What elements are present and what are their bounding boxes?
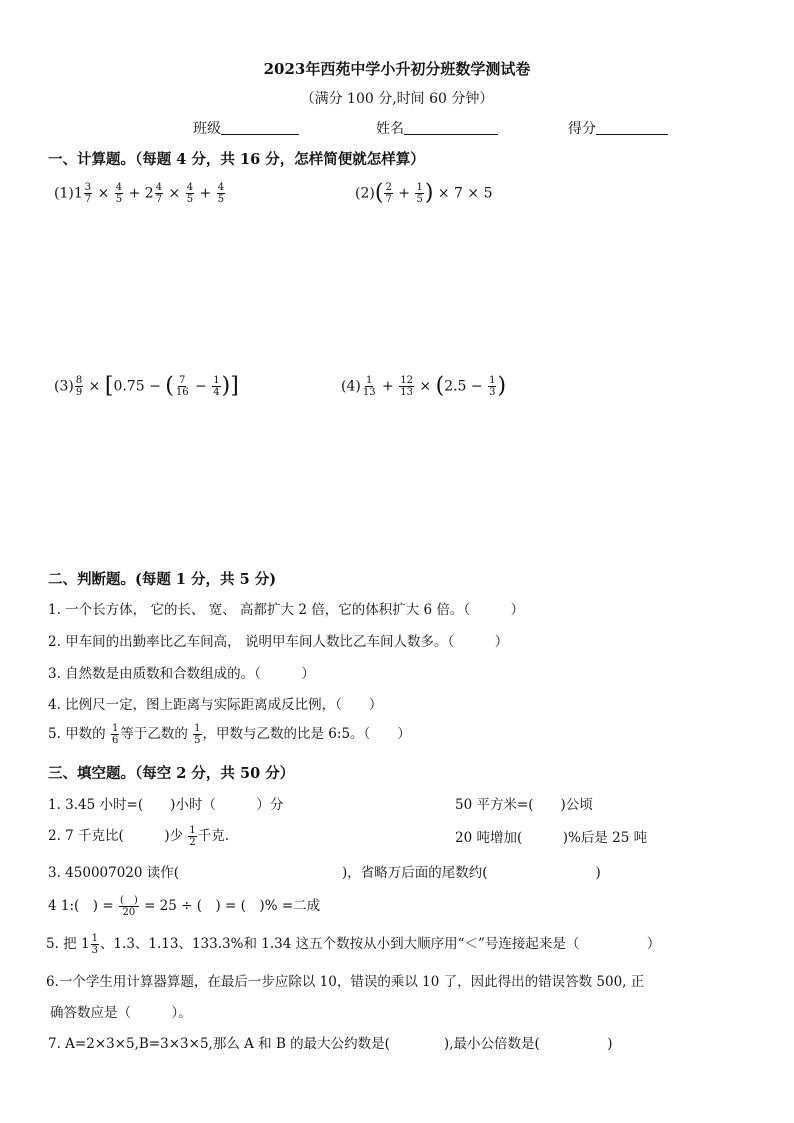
class-blank[interactable] <box>221 120 299 135</box>
judge-item-2: 2. 甲车间的出勤率比乙车间高， 说明甲车间人数比乙车间人数多。（ ） <box>48 634 509 650</box>
fill-q2-part-b: 千克. <box>197 828 230 844</box>
judge-item-5: 5. 甲数的 $\frac{1}{6}$ 等于乙数的 $\frac{1}{5}$ ，甲数与乙数的比是 6:5。（ ） <box>48 723 411 746</box>
section2-heading: 二、判断题。(每题 1 分，共 5 分) <box>48 571 277 588</box>
fill-q2-part-a: 2. 7 千克比( )少 <box>48 828 184 844</box>
fill-q4-part-a: 4 1:( ) = <box>48 898 114 914</box>
calc-q2: (2)( $\frac{2}{7}$ + $\frac{1}{5}$ ) × 7 × 5 <box>355 180 493 206</box>
fill-q1-left: 1. 3.45 小时=( )小时（ ）分 <box>48 797 284 813</box>
fill-q5: 5. 把 1 $\frac{1}{3}$ 、1.3、1.13、133.3%和 1.34 这五个数按从小到大顺序用“＜”号连接起来是（ ） <box>46 933 661 956</box>
fill-q2-right: 20 吨增加( )%后是 25 吨 <box>455 830 648 846</box>
judge-5-part-b: 等于乙数的 <box>120 726 188 742</box>
name-blank[interactable] <box>404 120 498 135</box>
page-title: 2023年西苑中学小升初分班数学测试卷 <box>263 60 531 78</box>
section3-heading: 三、填空题。（每空 2 分，共 50 分） <box>48 765 295 782</box>
calc-q3: (3) $\frac{8}{9}$ × [0.75 − ( $\frac{7}{16}$ − $\frac{1}{4}$ )] <box>54 373 239 399</box>
q4-decimal: 2.5 <box>444 378 467 395</box>
fill-q5-part-a: 5. 把 <box>46 936 77 952</box>
class-label: 班级 <box>193 121 221 137</box>
q3-decimal: 0.75 <box>113 378 145 395</box>
fill-q6-line2: 确答数应是（ ）。 <box>50 1005 192 1021</box>
q3-label: (3) <box>54 378 74 395</box>
fill-q4-part-b: = 25 ÷ ( ) = ( )% =二成 <box>144 898 321 914</box>
fill-q6-line1: 6.一个学生用计算器算题，在最后一步应除以 10，错误的乘以 10 了，因此得出的错误答数 500, 正 <box>46 974 645 990</box>
fill-q3-left: 3. 450007020 读作( <box>48 865 180 881</box>
q4-label: (4) <box>341 378 361 395</box>
fill-q1-right: 50 平方米=( )公顷 <box>455 797 593 813</box>
name-label: 姓名 <box>376 121 404 137</box>
q1-label: (1) <box>54 185 74 202</box>
page-subtitle: （满分 100 分,时间 60 分钟） <box>300 91 494 107</box>
judge-5-part-c: ，甲数与乙数的比是 6:5。（ ） <box>202 726 411 742</box>
section1-heading: 一、计算题。（每题 4 分，共 16 分，怎样简便就怎样算） <box>48 151 425 168</box>
score-blank[interactable] <box>596 120 668 135</box>
judge-item-1: 1. 一个长方体， 它的长、 宽、 高都扩大 2 倍，它的体积扩大 6 倍。（ ） <box>48 602 525 618</box>
fill-q7: 7. A=2×3×5,B=3×3×5,那么 A 和 B 的最大公约数是( ),最小公倍数是( ) <box>48 1036 613 1052</box>
fill-q2-left: 2. 7 千克比( )少 $\frac{1}{2}$ 千克. <box>48 825 230 848</box>
judge-item-4: 4. 比例尺一定，图上距离与实际距离成反比例，（ ） <box>48 697 383 713</box>
fill-q3-right: )，省略万后面的尾数约( ) <box>342 865 601 881</box>
calc-q1: (1)1 $\frac{3}{7}$ × $\frac{4}{5}$ + 2 $\frac{4}{7}$ × $\frac{4}{5}$ + $\frac{4}{5}$ <box>54 182 225 205</box>
calc-q4: (4) $\frac{1}{13}$ + $\frac{12}{13}$ × (2.5 − $\frac{1}{3}$ ) <box>341 373 507 399</box>
judge-5-part-a: 5. 甲数的 <box>48 726 106 742</box>
fill-q4: 4 1:( ) = $\frac{( )}{20}$ = 25 ÷ ( ) = ( )% =二成 <box>48 895 321 918</box>
fill-q5-part-b: 、1.3、1.13、133.3%和 1.34 这五个数按从小到大顺序用“＜”号连接起来是（ ） <box>99 936 661 952</box>
judge-item-3: 3. 自然数是由质数和合数组成的。（ ） <box>48 666 315 682</box>
name-field <box>376 118 498 138</box>
class-field <box>193 118 299 138</box>
score-label: 得分 <box>568 121 596 137</box>
score-field <box>568 118 668 138</box>
q2-label: (2) <box>355 185 375 202</box>
